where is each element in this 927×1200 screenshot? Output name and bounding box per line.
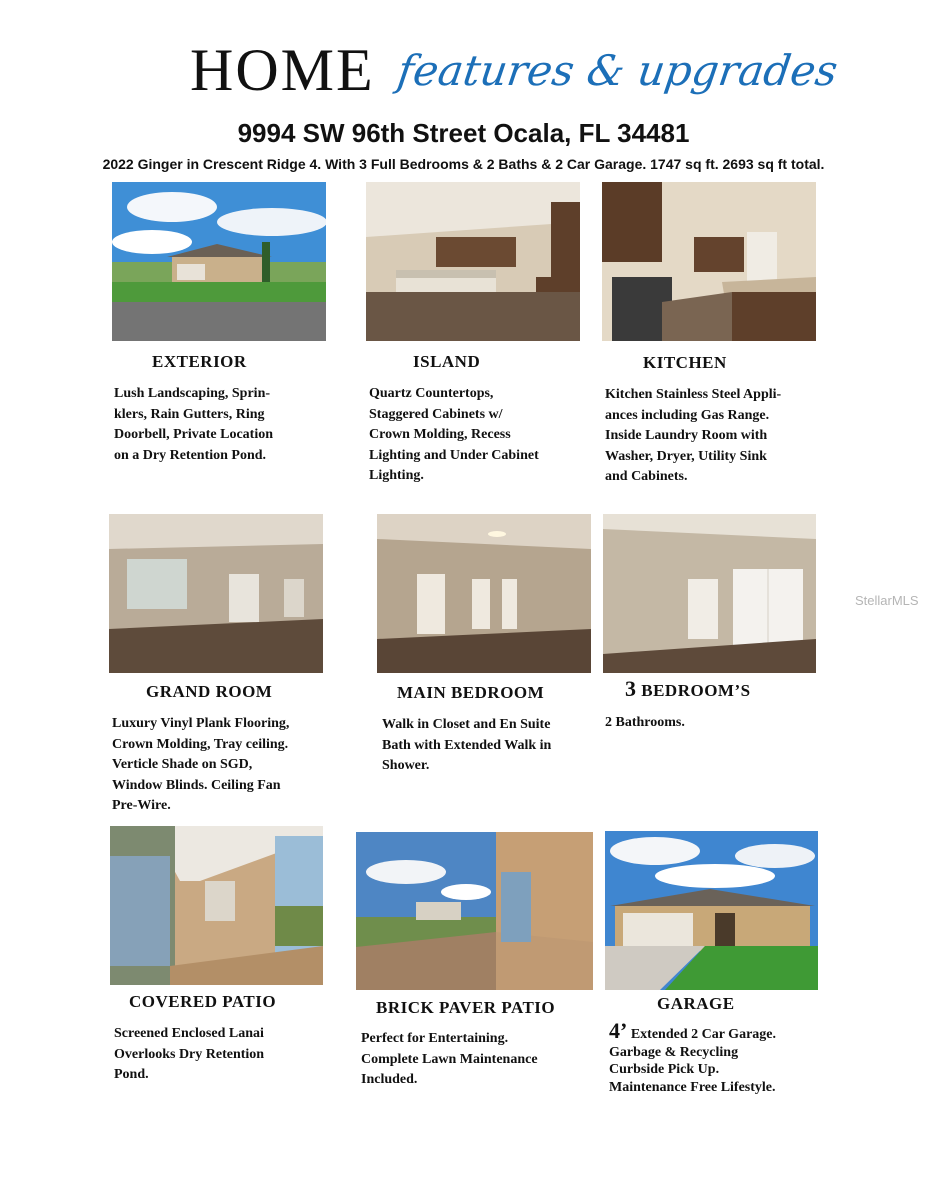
mls-watermark: StellarMLS: [855, 593, 919, 608]
page-title-home: HOME: [190, 37, 375, 103]
section-heading-bedrooms: [625, 676, 751, 702]
section-heading-garage: GARAGE: [657, 994, 735, 1013]
section-description-brick-paver-patio: Perfect for Entertaining. Complete Lawn Maintenance Included.: [361, 1031, 538, 1087]
property-address: 9994 SW 96th Street Ocala, FL 34481: [237, 118, 690, 148]
bathroom-count: 2: [605, 715, 612, 730]
section-heading-grand-room: GRAND ROOM: [146, 682, 273, 701]
section-heading-island: ISLAND: [413, 352, 481, 371]
bathroom-label: Bathrooms.: [615, 715, 685, 730]
bedroom-heading-label: BEDROOM’S: [641, 681, 751, 700]
section-heading-brick-paver-patio: BRICK PAVER PATIO: [376, 998, 556, 1017]
section-description-island: Quartz Countertops, Staggered Cabinets w/ Crown Molding, Recess Lighting and Under Cabinet Lighting.: [369, 386, 539, 483]
section-heading-main-bedroom: MAIN BEDROOM: [397, 683, 545, 702]
bedrooms-photo: [603, 514, 816, 673]
section-heading-exterior: EXTERIOR: [152, 352, 247, 371]
bedroom-count: 3: [625, 676, 637, 701]
section-description-main-bedroom: Walk in Closet and En Suite Bath with Extended Walk in Shower.: [382, 717, 552, 773]
section-description-exterior: Lush Landscaping, Sprin- klers, Rain Gutters, Ring Doorbell, Private Location on a Dry Retention Pond.: [114, 386, 274, 463]
section-description-covered-patio: Screened Enclosed Lanai Overlooks Dry Retention Pond.: [114, 1026, 265, 1082]
garage-extension: 4’: [609, 1018, 628, 1043]
main-bedroom-photo: [377, 514, 591, 673]
section-description-grand-room: Luxury Vinyl Plank Flooring, Crown Molding, Tray ceiling. Verticle Shade on SGD, Window Blinds. Ceiling Fan Pre-Wire.: [112, 716, 290, 813]
property-summary: 2022 Ginger in Crescent Ridge 4. With 3 Full Bedrooms & 2 Baths & 2 Car Garage. 1747 sq ft. 2693 sq ft total.: [102, 156, 825, 172]
kitchen-photo: [602, 182, 816, 341]
page-title-script: features & upgrades: [394, 46, 841, 95]
section-description-bedrooms: [605, 713, 825, 734]
brick-paver-patio-photo: [356, 832, 593, 990]
section-heading-covered-patio: COVERED PATIO: [129, 992, 277, 1011]
exterior-photo: [112, 182, 326, 341]
garage-photo: [605, 831, 818, 990]
grand-room-photo: [109, 514, 323, 673]
island-photo: [366, 182, 580, 341]
section-description-kitchen: Kitchen Stainless Steel Appli- ances including Gas Range. Inside Laundry Room with Washer, Dryer, Utility Sink and Cabinets.: [605, 387, 782, 484]
garage-rest: Garbage & Recycling Curbside Pick Up. Maintenance Free Lifestyle.: [609, 1044, 776, 1095]
section-description-garage: [609, 1018, 839, 1096]
covered-patio-photo: [110, 826, 323, 985]
section-heading-kitchen: KITCHEN: [643, 353, 727, 372]
garage-first-line: Extended 2 Car Garage.: [627, 1027, 777, 1042]
